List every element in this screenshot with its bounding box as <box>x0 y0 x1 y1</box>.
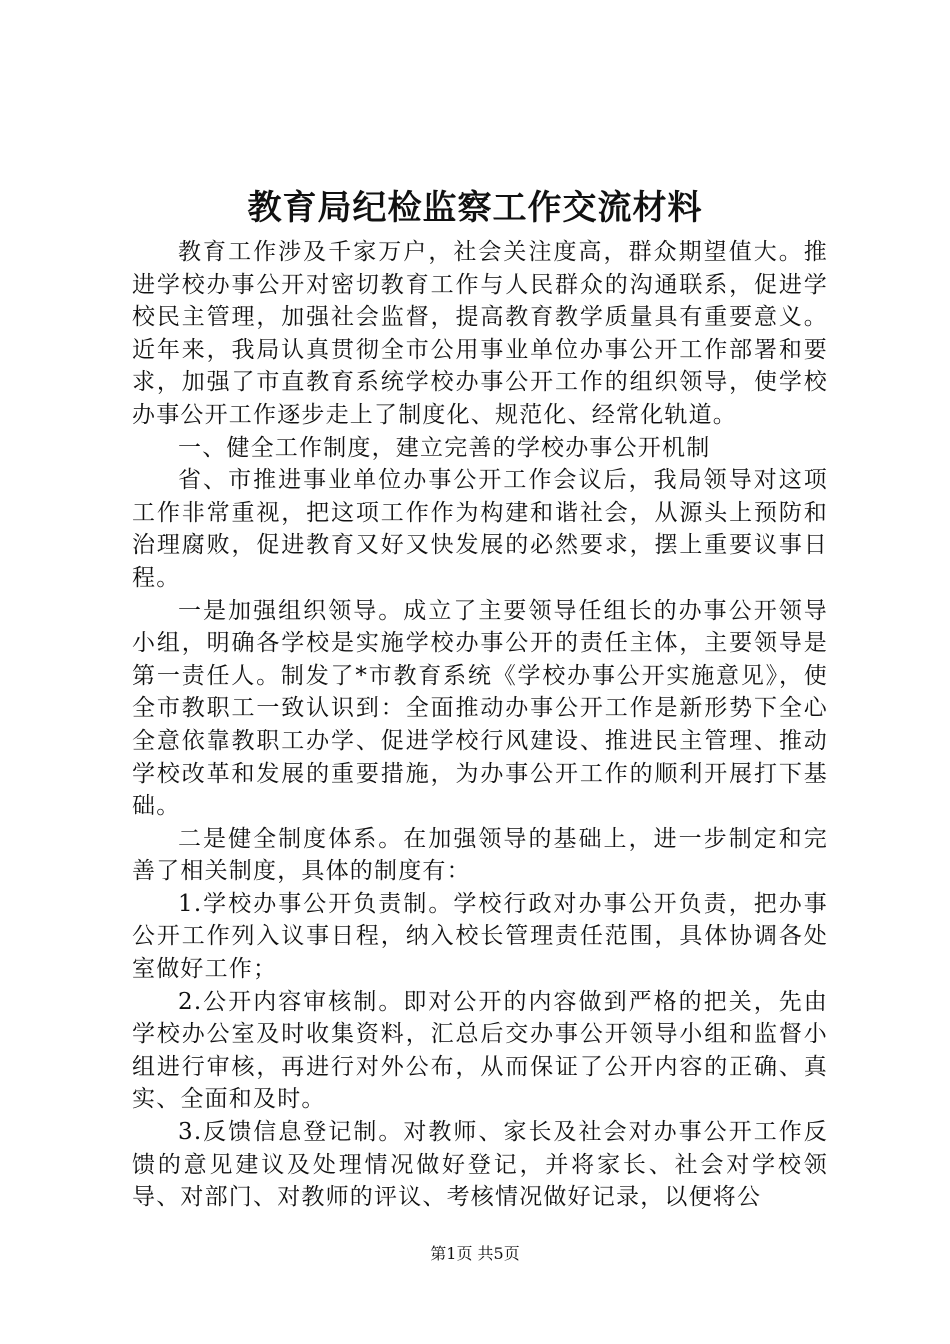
document-title: 教育局纪检监察工作交流材料 <box>247 188 703 228</box>
paragraph-leadership: 一是加强组织领导。成立了主要领导任组长的办事公开领导小组，明确各学校是实施学校办事公开的责任主体，主要领导是第一责任人。制发了*市教育系统《学校办事公开实施意见》，使全市教职工一致认识到：全面推动办事公开工作是新形势下全心全意依靠教职工办学、促进学校行风建设、推进民主管理、推动学校改革和发展的重要措施，为办事公开工作的顺利开展打下基础。 <box>132 597 828 820</box>
list-item-2: 2.公开内容审核制。即对公开的内容做到严格的把关，先由学校办公室及时收集资料，汇总后交办事公开领导小组和监督小组进行审核，再进行对外公布，从而保证了公开内容的正确、真实、全面和及时。 <box>132 988 828 1113</box>
paragraph-system: 二是健全制度体系。在加强领导的基础上，进一步制定和完善了相关制度，具体的制度有： <box>132 825 828 885</box>
page-number-footer: 第1页 共5页 <box>430 1244 520 1263</box>
section-heading-1: 一、健全工作制度，建立完善的学校办事公开机制 <box>178 434 711 461</box>
paragraph-meeting: 省、市推进事业单位办事公开工作会议后，我局领导对这项工作非常重视，把这项工作作为构建和谐社会，从源头上预防和治理腐败，促进教育又好又快发展的必然要求，摆上重要议事日程。 <box>132 467 828 591</box>
list-item-1: 1.学校办事公开负责制。学校行政对办事公开负责，把办事公开工作列入议事日程，纳入校长管理责任范围，具体协调各处室做好工作； <box>132 890 828 983</box>
paragraph-intro: 教育工作涉及千家万户，社会关注度高，群众期望值大。推进学校办事公开对密切教育工作与人民群众的沟通联系，促进学校民主管理，加强社会监督，提高教育教学质量具有重要意义。近年来，我局认真贯彻全市公用事业单位办事公开工作部署和要求，加强了市直教育系统学校办事公开工作的组织领导，使学校办事公开工作逐步走上了制度化、规范化、经常化轨道。 <box>132 239 828 428</box>
list-item-3: 3.反馈信息登记制。对教师、家长及社会对办事公开工作反馈的意见建议及处理情况做好登记，并将家长、社会对学校领导、对部门、对教师的评议、考核情况做好记录，以便将公 <box>132 1119 828 1211</box>
document-body <box>132 236 828 1214</box>
